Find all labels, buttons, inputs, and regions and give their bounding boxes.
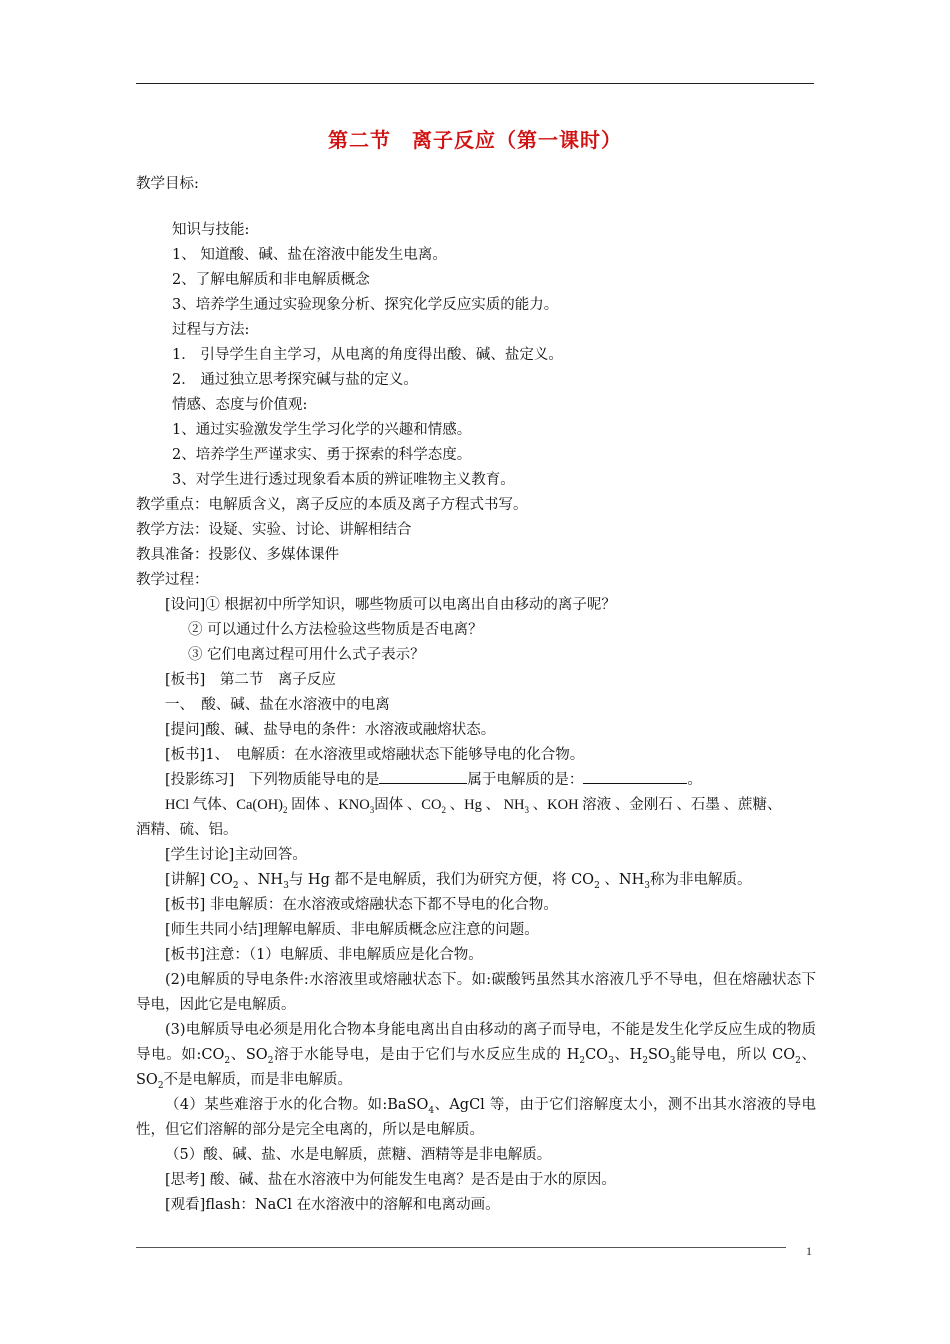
note-item-5: （5）酸、碱、盐、水是电解质，蔗糖、酒精等是非电解质。	[165, 1147, 552, 1163]
teaching-tools: 教具准备：投影仪、多媒体课件	[136, 547, 339, 563]
substance-list: HCl 气体、$Ca(OH)_2$ 固体 、$KNO_3$固体 、$CO_2$ 、Hg 、 $NH_3$ 、KOH 溶液 、金刚石 、石墨 、蔗糖、	[165, 797, 782, 815]
subheading: 情感、态度与价值观:	[172, 397, 308, 413]
note-item-4: （4）某些难溶于水的化合物。如:BaSO$_4$、AgCl 等，由于它们溶解度太小，测不出其水溶液的导电性，但它们溶解的部分是完全电离的，所以是电解质。	[136, 1097, 817, 1138]
board-note: [板书] 第二节 离子反应	[165, 672, 336, 688]
question-3: ③ 它们电离过程可用什么式子表示？	[188, 647, 425, 663]
list-item: 2． 通过独立思考探究碱与盐的定义。	[172, 372, 418, 388]
note-item-2: (2)电解质的导电条件:水溶液里或熔融状态下。如:碳酸钙虽然其水溶液几乎不导电，但在熔融状态下导电，因此它是电解质。	[136, 972, 816, 1013]
footer-rule	[136, 1247, 786, 1248]
substance-list-end: 酒精、硫、铝。	[136, 822, 238, 838]
watch-note: [观看]flash：NaCl 在水溶液中的溶解和电离动画。	[165, 1197, 500, 1213]
subheading: 知识与技能:	[172, 222, 250, 238]
think-note: [思考] 酸、碱、盐在水溶液中为何能发生电离？是否是由于水的原因。	[165, 1172, 616, 1188]
question-2: ② 可以通过什么方法检验这些物质是否电离？	[188, 622, 483, 638]
answer-blank	[583, 769, 687, 784]
subheading: 过程与方法:	[172, 322, 250, 338]
board-note: [板书]注意：（1）电解质、非电解质应是化合物。	[165, 947, 483, 963]
list-item: 3、培养学生通过实验现象分析、探究化学反应实质的能力。	[172, 297, 559, 313]
list-item: 1． 引导学生自主学习，从电离的角度得出酸、碱、盐定义。	[172, 347, 563, 363]
header-rule	[136, 83, 814, 84]
question-1: [设问]① 根据初中所学知识，哪些物质可以电离出自由移动的离子呢？	[165, 597, 616, 613]
question-note: [提问]酸、碱、盐导电的条件：水溶液或融熔状态。	[165, 722, 496, 738]
list-item: 3、对学生进行透过现象看本质的辨证唯物主义教育。	[172, 472, 515, 488]
document-body	[136, 172, 816, 1218]
board-note: [板书]1、 电解质：在水溶液里或熔融状态下能够导电的化合物。	[165, 747, 585, 763]
board-subheading: 一、 酸、碱、盐在水溶液中的电离	[165, 697, 390, 713]
page-number: 1	[806, 1244, 812, 1258]
teaching-focus: 教学重点：电解质含义，离子反应的本质及离子方程式书写。	[136, 497, 528, 513]
teaching-method: 教学方法：设疑、实验、讨论、讲解相结合	[136, 522, 412, 538]
answer-blank	[379, 769, 467, 784]
list-item: 2、培养学生严谨求实、勇于探索的科学态度。	[172, 447, 472, 463]
section-label: 教学目标:	[136, 176, 199, 192]
list-item: 1、通过实验激发学生学习化学的兴趣和情感。	[172, 422, 472, 438]
note-item-3: (3)电解质导电必须是用化合物本身能电离出自由移动的离子而导电，不能是发生化学反应生成的物质导电。如$:CO_2$、$SO_2$溶于水能导电，是由于它们与水反应生成的 $H_2CO_3$、$H_2SO_3$能导电，所以 $CO_2$、$SO_2$不是电解质，而是非电解质。	[136, 1022, 816, 1091]
list-item: 1、 知道酸、碱、盐在溶液中能发生电离。	[172, 247, 447, 263]
page-title: 第二节 离子反应（第一课时）	[328, 128, 622, 152]
summary-note: [师生共同小结]理解电解质、非电解质概念应注意的问题。	[165, 922, 539, 938]
list-item: 2、了解电解质和非电解质概念	[172, 272, 370, 288]
section-label: 教学过程：	[136, 572, 209, 588]
discussion-note: [学生讨论]主动回答。	[165, 847, 307, 863]
exercise: [投影练习] 下列物质能导电的是 属于电解质的是： 。	[136, 768, 816, 793]
board-note: [板书] 非电解质：在水溶液或熔融状态下都不导电的化合物。	[165, 897, 558, 913]
lecture-note: [讲解] $CO_2$ 、$NH_3$与 Hg 都不是电解质，我们为研究方便，将 $CO_2$ 、$NH_3$称为非电解质。	[165, 872, 752, 891]
